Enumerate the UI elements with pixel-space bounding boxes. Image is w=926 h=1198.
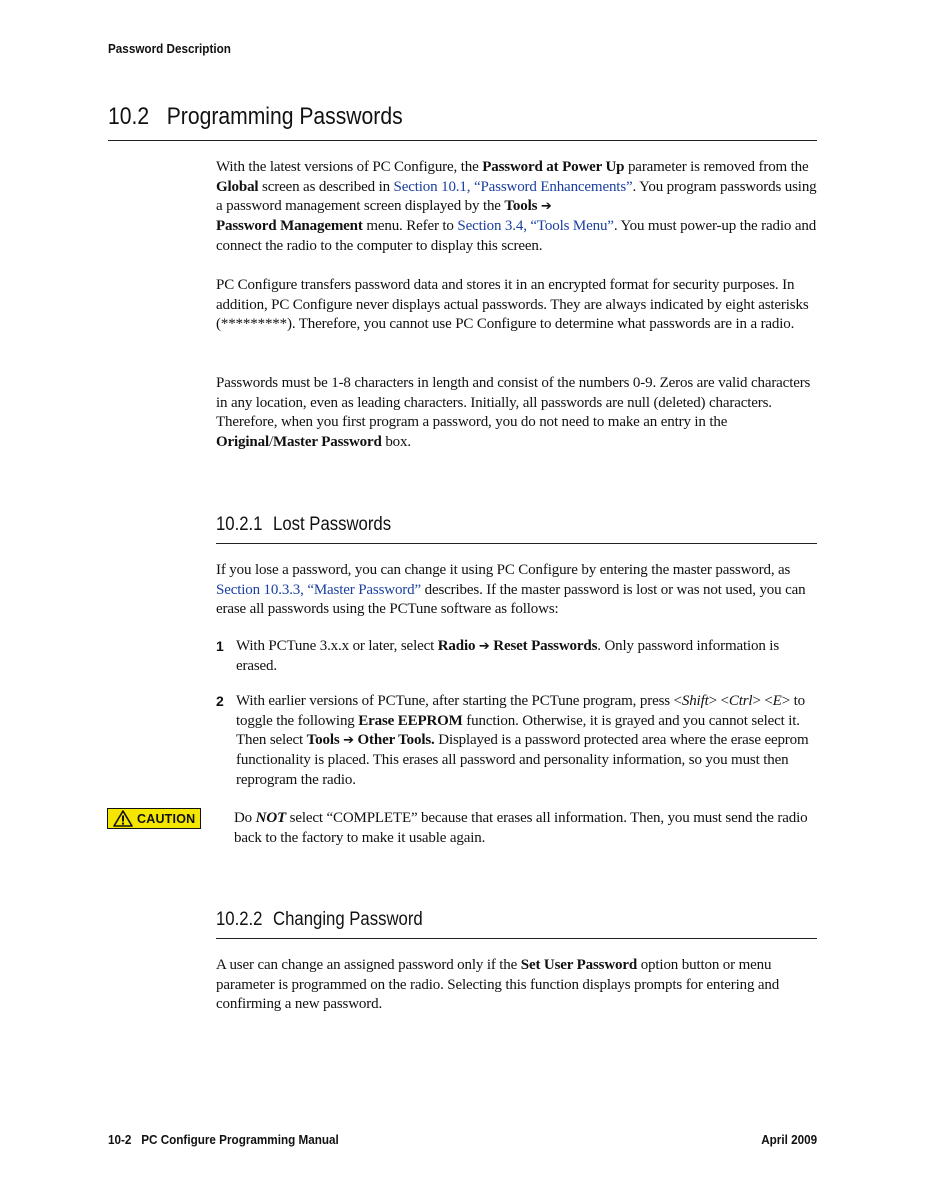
intro-paragraph-3: Passwords must be 1-8 characters in length and consist of the numbers 0-9. Zeros are valid characters in any location, even as leading characters. Initially, all passwords are null (deleted) characters. Therefore, when you first program a password, you do not need to make an entry in the Original/Master Password box.	[216, 375, 811, 451]
subsection-number: 10.2.2	[216, 909, 263, 930]
arrow-icon: ➔	[343, 733, 354, 749]
intro-paragraph-1: With the latest versions of PC Configure, the Password at Power Up parameter is removed from the Global screen as described in Section 10.1, “Password Enhancements”. You program passwords using a password management screen displayed by the Tools ➔ Password Management menu. Refer to Section 3.4, “Tools Menu”. You must power-up the radio and connect the radio to the computer to display this screen.	[216, 159, 817, 254]
section-heading	[108, 102, 817, 141]
lost-passwords-paragraph: If you lose a password, you can change it using PC Configure by entering the master password, as Section 10.3.3, “Master Password” describes. If the master password is lost or was not used, you can erase all passwords using the PCTune software as follows:	[216, 562, 806, 618]
step-1: With PCTune 3.x.x or later, select Radio ➔ Reset Passwords. Only password information is erased.	[236, 638, 780, 674]
section-number: 10.2	[108, 103, 150, 130]
step-2: With earlier versions of PCTune, after starting the PCTune program, press <Shift> <Ctrl> <E> to toggle the following Erase EEPROM function. Otherwise, it is grayed and you cannot select it. Then select Tools ➔ Other Tools. Displayed is a password protected area where the erase eeprom functionality is placed. This erases all password and personality information, so you must then reprogram the radio.	[236, 693, 809, 788]
subsection-title: Changing Password	[273, 909, 423, 930]
intro-paragraph-2: PC Configure transfers password data and stores it in an encrypted format for security purposes. In addition, PC Configure never displays actual passwords. They are always indicated by eight asterisks (*********). Therefore, you cannot use PC Configure to determine what passwords are in a radio.	[216, 277, 809, 333]
subsection-number: 10.2.1	[216, 514, 263, 535]
link-password-enhancements[interactable]: Section 10.1, “Password Enhancements”	[393, 178, 633, 195]
subsection-title: Lost Passwords	[273, 514, 392, 535]
subsection-heading-lost-passwords	[216, 514, 817, 544]
arrow-icon: ➔	[478, 639, 490, 654]
arrow-icon: ➔	[540, 199, 552, 215]
caution-label: CAUTION	[137, 811, 196, 826]
caution-text: Do NOT select “COMPLETE” because that erases all information. Then, you must send the radio back to the factory to make it usable again.	[234, 810, 808, 846]
step-number: 1	[216, 638, 224, 654]
running-header: Password Description	[108, 41, 231, 56]
link-tools-menu[interactable]: Section 3.4, “Tools Menu”	[457, 218, 614, 235]
changing-password-paragraph: A user can change an assigned password only if the Set User Password option button or menu parameter is programmed on the radio. Selecting this function displays prompts for entering and confirming a new password.	[216, 957, 780, 1013]
caution-badge	[107, 808, 201, 829]
warning-icon	[113, 810, 133, 827]
footer-left	[108, 1132, 339, 1147]
link-master-password[interactable]: Section 10.3.3, “Master Password”	[216, 581, 422, 598]
page-number: 10-2	[108, 1132, 132, 1147]
subsection-heading-changing-password	[216, 909, 817, 939]
manual-title: PC Configure Programming Manual	[141, 1132, 339, 1147]
footer-date: April 2009	[761, 1132, 817, 1147]
step-number: 2	[216, 693, 224, 709]
section-title: Programming Passwords	[166, 103, 403, 130]
